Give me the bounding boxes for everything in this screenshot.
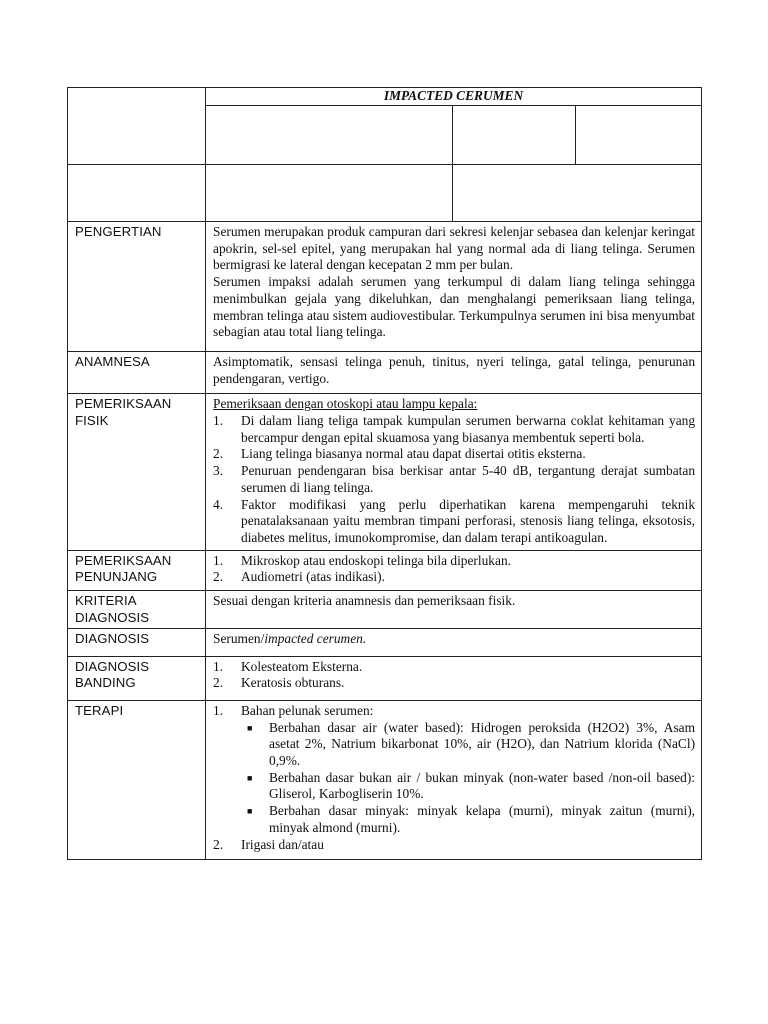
section-label bbox=[68, 394, 206, 550]
subsection-heading: Pemeriksaan dengan otoskopi atau lampu kepala: bbox=[213, 396, 478, 412]
list-item-text: Mikroskop atau endoskopi telinga bila diperlukan. bbox=[241, 552, 511, 568]
bullet-text: Berbahan dasar bukan air / bukan minyak (non-water based /non-oil based): Gliserol, Karbogliserin 10%. bbox=[269, 769, 696, 802]
section-label-line: BANDING bbox=[75, 675, 136, 691]
header-cell bbox=[68, 165, 206, 222]
section-content: Asimptomatik, sensasi telinga penuh, tinitus, nyeri telinga, gatal telinga, penurunan pendengaran, vertigo. bbox=[206, 351, 702, 393]
list-item bbox=[213, 553, 695, 570]
paragraph: Serumen impaksi adalah serumen yang terkumpul di dalam liang telinga sehingga menimbulkan gejala yang dikeluhkan, dan menghalangi pemeriksaan liang telinga, membran telinga atau sistem audiovestibular. Terkumpulnya serumen ini bisa menyumbat sebagian atau total liang telinga. bbox=[213, 274, 696, 340]
section-label: ANAMNESA bbox=[68, 351, 206, 393]
list-item-text: Liang telinga biasanya normal atau dapat disertai otitis eksterna. bbox=[241, 446, 586, 462]
numbered-list bbox=[213, 703, 695, 853]
clinical-guideline-table bbox=[67, 87, 702, 860]
list-item bbox=[213, 837, 695, 854]
list-item-text: Di dalam liang teliga tampak kumpulan serumen berwarna coklat kehitaman yang bercampur dengan epital skuamosa yang biasanya membentuk seperti bola. bbox=[241, 413, 696, 445]
section-row-terapi bbox=[68, 700, 702, 859]
section-row-diagnosis-banding bbox=[68, 656, 702, 700]
numbered-list bbox=[213, 553, 695, 586]
header-cell bbox=[206, 165, 453, 222]
list-number: 1. bbox=[213, 702, 224, 718]
section-row-pemeriksaan-penunjang bbox=[68, 550, 702, 590]
section-content bbox=[206, 394, 702, 550]
section-content bbox=[206, 550, 702, 590]
list-number: 2. bbox=[213, 836, 224, 852]
header-cell bbox=[576, 106, 702, 165]
bullet-item bbox=[241, 803, 695, 836]
numbered-list bbox=[213, 659, 695, 692]
list-number: 1. bbox=[213, 413, 224, 429]
section-label: PENGERTIAN bbox=[68, 222, 206, 352]
section-row-pengertian bbox=[68, 222, 702, 352]
header-cell bbox=[453, 165, 702, 222]
section-content bbox=[206, 700, 702, 859]
bullet-item bbox=[241, 770, 695, 803]
list-item bbox=[213, 569, 695, 586]
section-content bbox=[206, 629, 702, 657]
diagnosis-text-italic: impacted cerumen. bbox=[264, 631, 367, 647]
section-label-line: PEMERIKSAAN bbox=[75, 552, 172, 568]
section-row-anamnesa bbox=[68, 351, 702, 393]
section-row-diagnosis bbox=[68, 629, 702, 657]
header-cell bbox=[206, 106, 453, 165]
square-bullet-icon: ■ bbox=[247, 806, 253, 817]
section-label-line: FISIK bbox=[75, 412, 109, 428]
list-item bbox=[213, 703, 695, 837]
list-number: 1. bbox=[213, 658, 224, 674]
list-item bbox=[213, 659, 695, 676]
list-item-text: Audiometri (atas indikasi). bbox=[241, 569, 385, 585]
list-number: 3. bbox=[213, 463, 224, 479]
section-label-line: DIAGNOSIS bbox=[75, 658, 150, 674]
section-label bbox=[68, 591, 206, 629]
bullet-text: Berbahan dasar minyak: minyak kelapa (murni), minyak zaitun (murni), minyak almond (murni). bbox=[269, 803, 696, 835]
header-logo-cell bbox=[68, 88, 206, 165]
list-item bbox=[213, 497, 695, 547]
list-item-text: Kolesteatom Eksterna. bbox=[241, 658, 363, 674]
section-label-line: PEMERIKSAAN bbox=[75, 396, 172, 412]
square-bullet-icon: ■ bbox=[247, 772, 253, 783]
list-number: 1. bbox=[213, 552, 224, 568]
section-label-line: KRITERIA bbox=[75, 593, 137, 609]
section-label-line: PENUNJANG bbox=[75, 569, 158, 585]
header-title-row bbox=[68, 88, 702, 106]
list-number: 2. bbox=[213, 675, 224, 691]
list-item bbox=[213, 413, 695, 446]
header-cell bbox=[453, 106, 576, 165]
section-content bbox=[206, 656, 702, 700]
section-content: Sesuai dengan kriteria anamnesis dan pemeriksaan fisik. bbox=[206, 591, 702, 629]
section-label: DIAGNOSIS bbox=[68, 629, 206, 657]
diagnosis-text: Serumen/ bbox=[213, 631, 265, 647]
list-item bbox=[213, 675, 695, 692]
square-bullet-icon: ■ bbox=[247, 722, 253, 733]
list-item-text: Penuruan pendengaran bisa berkisar antar 5-40 dB, tergantung derajat sumbatan serumen di liang telinga. bbox=[241, 463, 696, 495]
list-item-text: Bahan pelunak serumen: bbox=[241, 702, 374, 718]
section-content bbox=[206, 222, 702, 352]
section-label bbox=[68, 550, 206, 590]
header-row-2 bbox=[68, 165, 702, 222]
list-item-text: Faktor modifikasi yang perlu diperhatikan karena mempengaruhi teknik penatalaksanaan yaitu membran timpani perforasi, stenosis liang telinga, eksotosis, diabetes melitus, imunokompromise, dan dalam terapi antikoagulan. bbox=[241, 496, 696, 545]
bullet-text: Berbahan dasar air (water based): Hidrogen peroksida (H2O2) 3%, Asam asetat 2%, Natrium bikarbonat 10%, air (H2O), dan Natrium klorida (NaCl) 0,9%. bbox=[269, 719, 696, 769]
list-item bbox=[213, 446, 695, 463]
document-title: IMPACTED CERUMEN bbox=[206, 88, 702, 106]
list-item-text: Irigasi dan/atau bbox=[241, 836, 324, 852]
bullet-item bbox=[241, 720, 695, 770]
bullet-list bbox=[241, 720, 695, 837]
list-number: 2. bbox=[213, 569, 224, 585]
list-number: 4. bbox=[213, 496, 224, 512]
list-number: 2. bbox=[213, 446, 224, 462]
section-row-pemeriksaan-fisik bbox=[68, 394, 702, 550]
numbered-list bbox=[213, 413, 695, 547]
section-row-kriteria-diagnosis bbox=[68, 591, 702, 629]
section-label-line: DIAGNOSIS bbox=[75, 609, 150, 625]
section-label bbox=[68, 656, 206, 700]
section-label: TERAPI bbox=[68, 700, 206, 859]
paragraph: Serumen merupakan produk campuran dari sekresi kelenjar sebasea dan kelenjar keringat apokrin, sel-sel epitel, yang merupakan hal yang normal ada di liang telinga. Serumen bermigrasi ke lateral dengan kecepatan 2 mm per bulan. bbox=[213, 224, 696, 273]
list-item bbox=[213, 463, 695, 496]
list-item-text: Keratosis obturans. bbox=[241, 675, 345, 691]
